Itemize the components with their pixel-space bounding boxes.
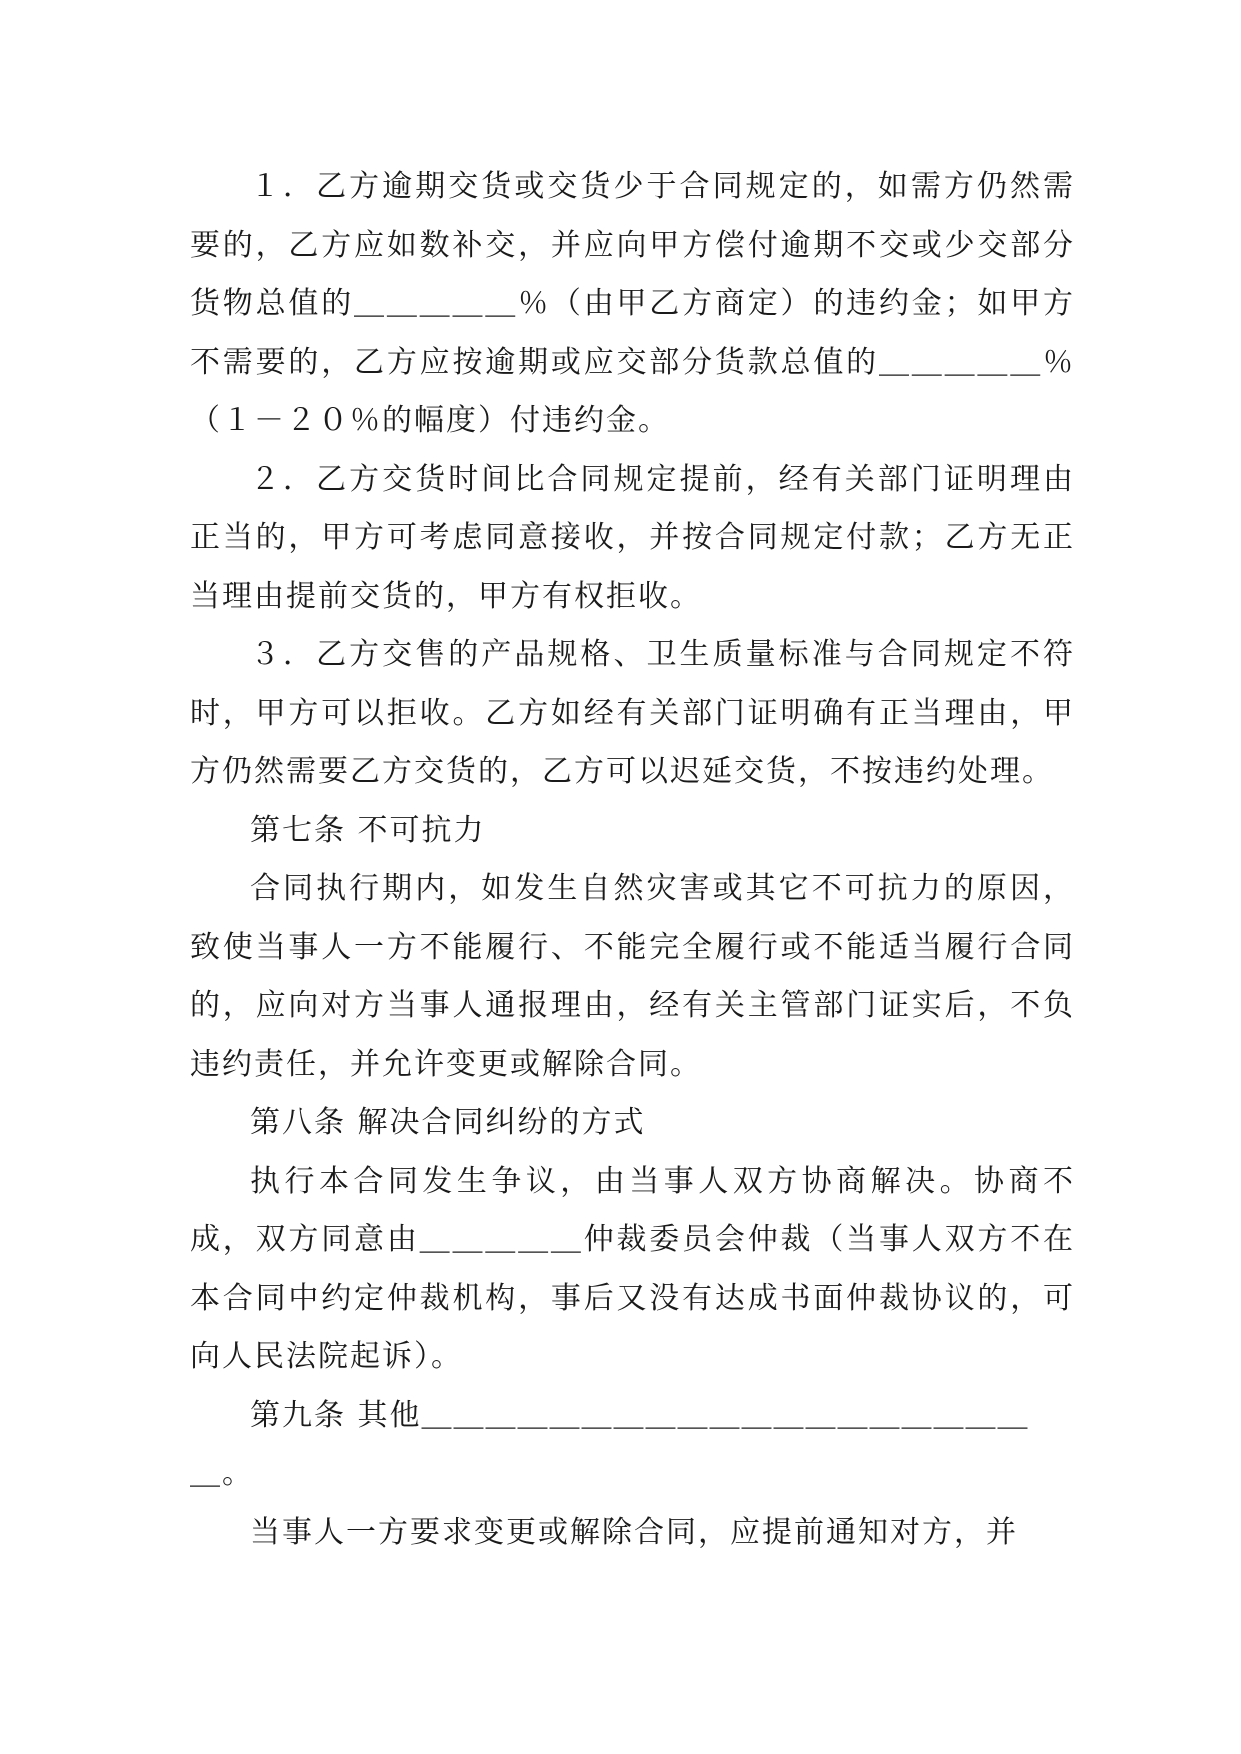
clause-paragraph-early-delivery: ２．乙方交货时间比合同规定提前，经有关部门证明理由正当的，甲方可考虑同意接收，并按合同规定付款；乙方无正当理由提前交货的，甲方有权拒收。 — [190, 461, 1075, 614]
clause-paragraph-dispute-resolution: 执行本合同发生争议，由当事人双方协商解决。协商不成，双方同意由＿＿＿＿＿仲裁委员会仲裁（当事人双方不在本合同中约定仲裁机构，事后又没有达成书面仲裁协议的，可向人民法院起诉）。 — [190, 1163, 1075, 1374]
clause-paragraph-modification: 当事人一方要求变更或解除合同，应提前通知对方，并 — [250, 1514, 1018, 1550]
clause-paragraph-force-majeure: 合同执行期内，如发生自然灾害或其它不可抗力的原因，致使当事人一方不能履行、不能完全履行或不能适当履行合同的，应向对方当事人通报理由，经有关主管部门证实后，不负违约责任，并允许变更或解除合同。 — [190, 871, 1075, 1082]
clause-paragraph-spec-mismatch: ３．乙方交售的产品规格、卫生质量标准与合同规定不符时，甲方可以拒收。乙方如经有关部门证明确有正当理由，甲方仍然需要乙方交货的，乙方可以迟延交货，不按违约处理。 — [190, 637, 1075, 789]
clause-paragraph-late-delivery: １．乙方逾期交货或交货少于合同规定的，如需方仍然需要的，乙方应如数补交，并应向甲方偿付逾期不交或少交部分货物总值的＿＿＿＿＿％（由甲乙方商定）的违约金；如甲方不需要的，乙方应按逾期或应交部分货款总值的＿＿＿＿＿％（１－２０％的幅度）付违约金。 — [190, 169, 1075, 438]
article-heading-dispute-resolution: 第八条 解决合同纠纷的方式 — [250, 1105, 646, 1140]
document-body — [190, 158, 1075, 1562]
article-heading-force-majeure: 第七条 不可抗力 — [250, 812, 486, 848]
article-heading-other: 第九条 其他＿＿＿＿＿＿＿＿＿＿＿＿＿＿＿＿＿＿＿＿。 — [190, 1397, 1030, 1491]
